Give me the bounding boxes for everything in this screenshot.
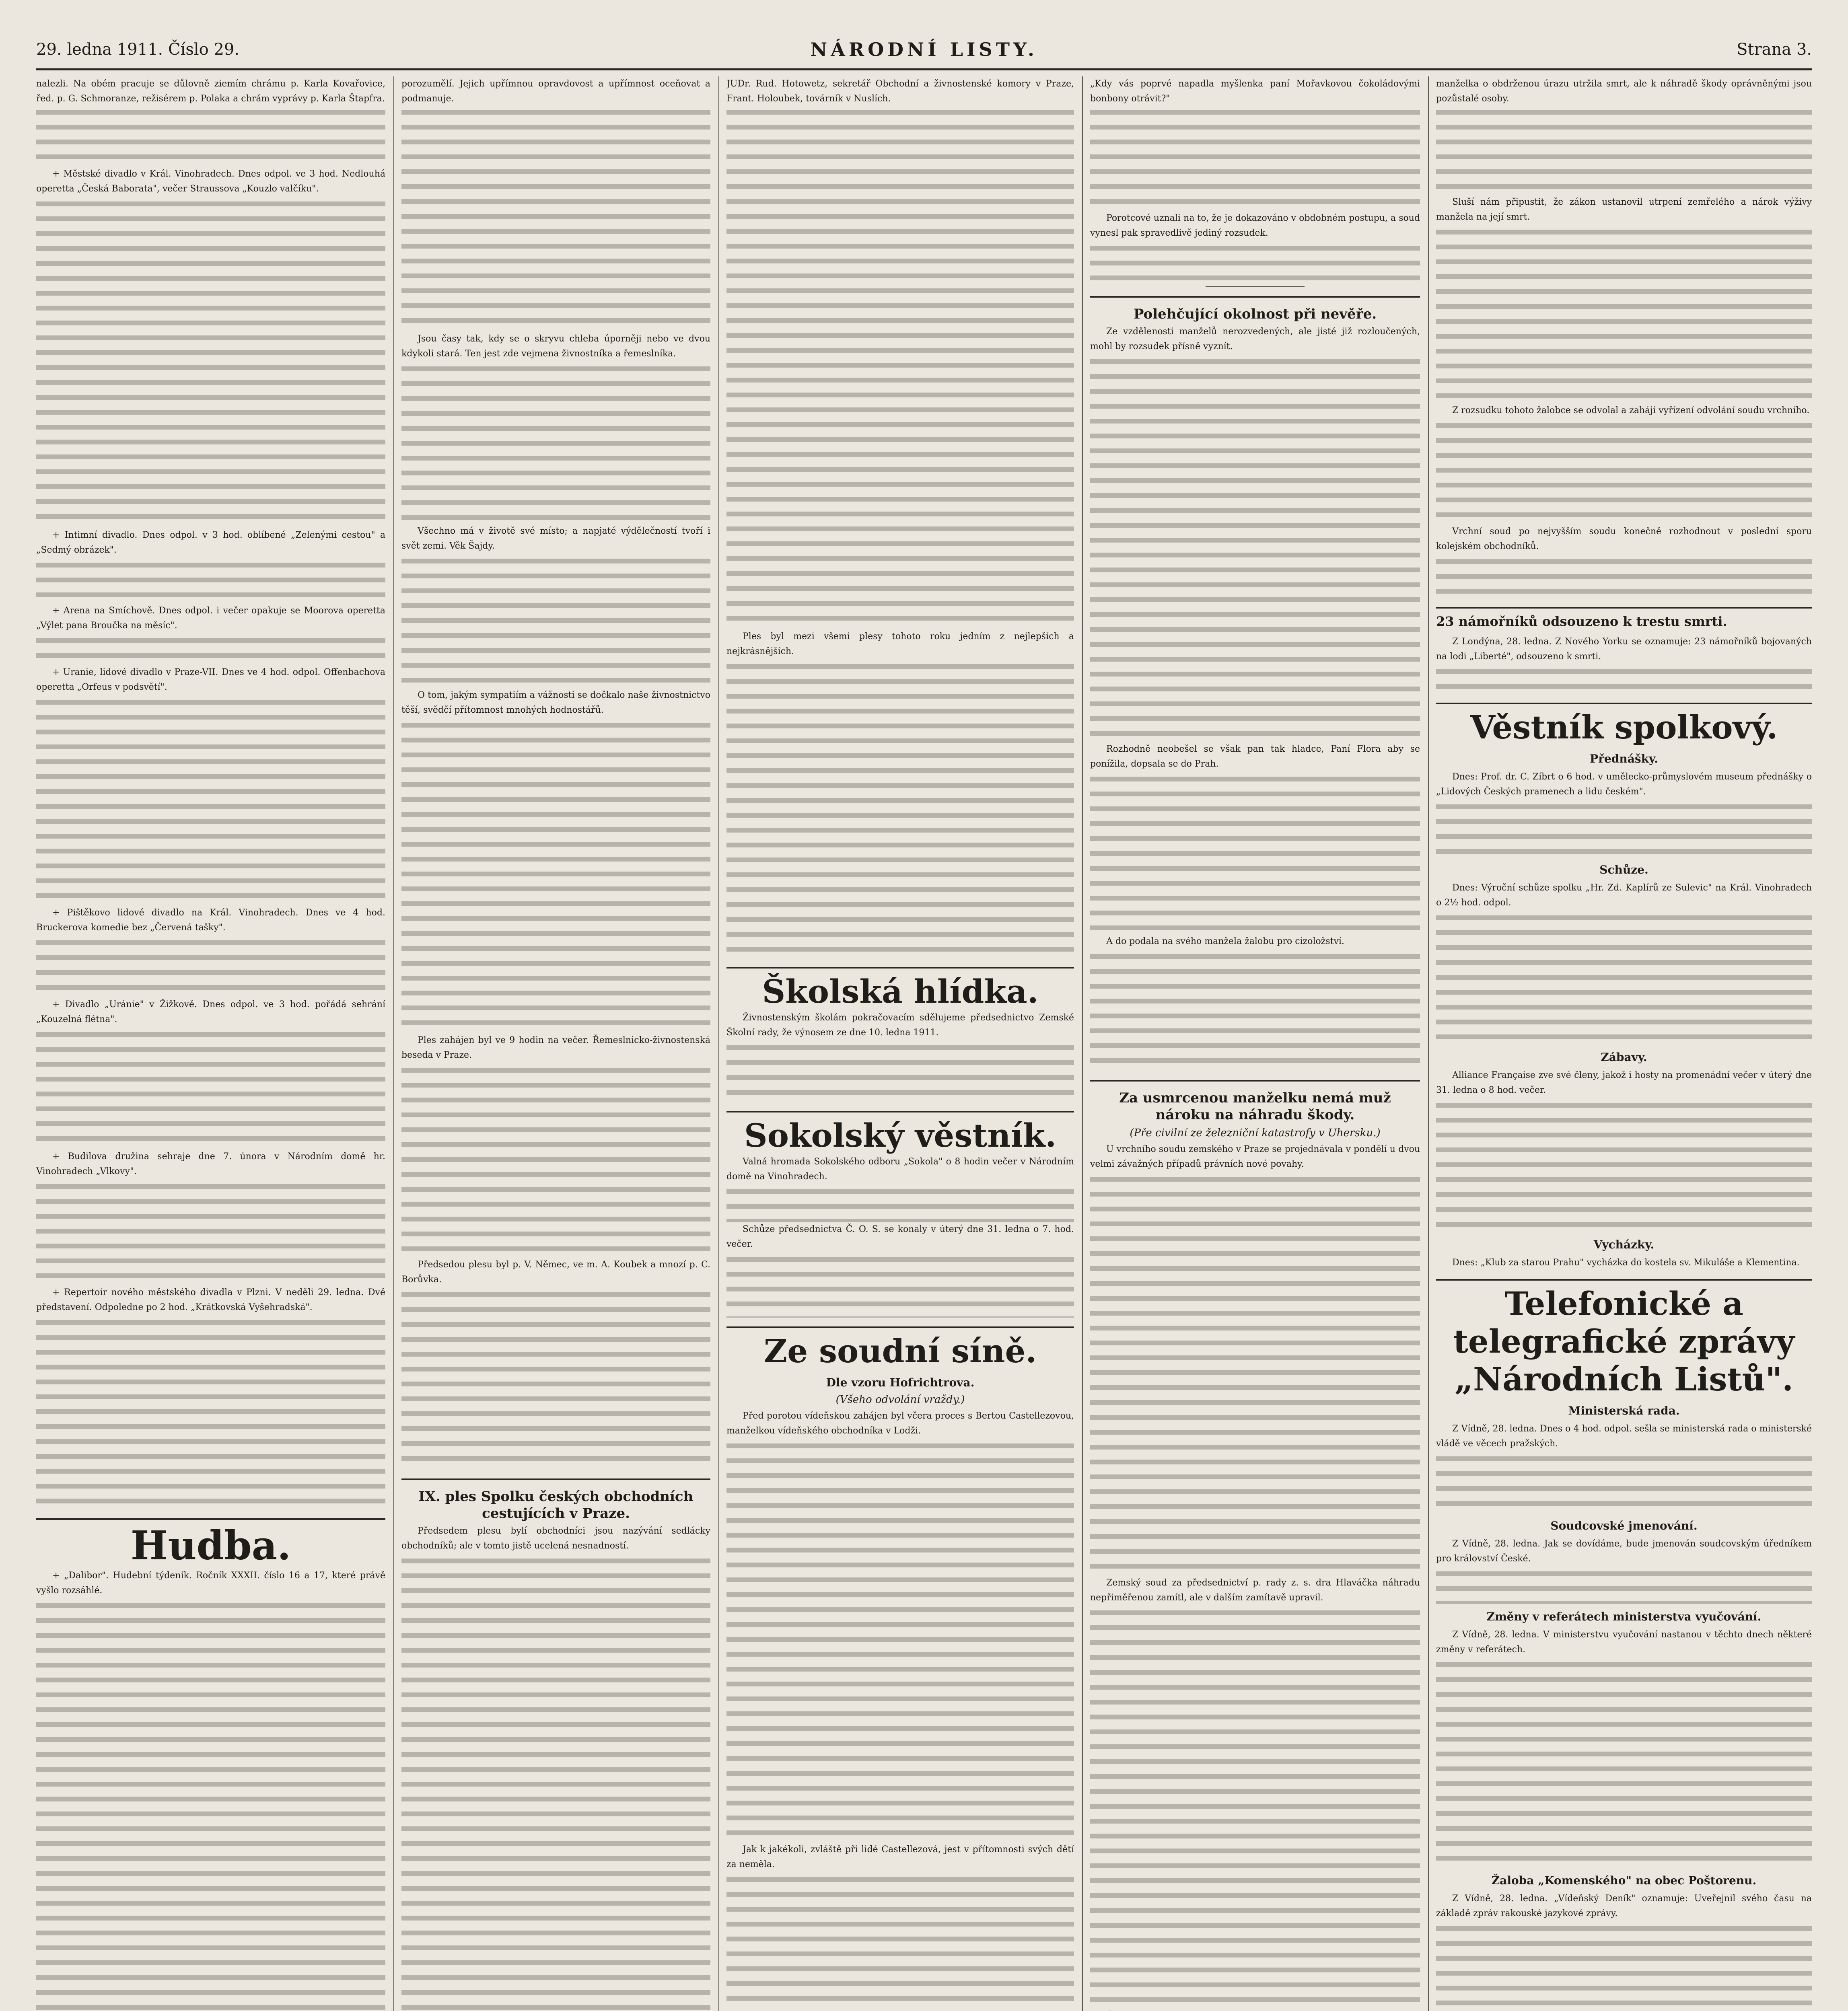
section-para (1090, 2009, 1420, 2011)
text-block (726, 1873, 1074, 2011)
subsection-text: Z Vídně, 28. ledna. V ministerstvu vyučování nastanou v těchto dnech některé změny v referátech. (1436, 1630, 1812, 1655)
subsection-text: Z Vídně, 28. ledna. „Vídeňský Deník" oznamuje: Uveřejnil svého času na základě zpráv rakouské jazykové zprávy. (1436, 1894, 1812, 1918)
column-divider (393, 76, 394, 2011)
section-subtitle: Dle vzoru Hofrichtrova. (826, 1376, 975, 1389)
column-4 (1090, 76, 1420, 2011)
newspaper-title: NÁRODNÍ LISTY. (810, 39, 1038, 60)
section-para: Schůze předsednictva Č. O. S. se konaly v úterý dne 31. ledna o 7. hod. večer. (726, 1224, 1074, 1249)
article-para: Sluší nám připustit, že zákon ustanovil utrpení zemřelého a nárok výživy manžela na její smrt. (1436, 197, 1812, 222)
masthead (36, 24, 1812, 70)
text-block (726, 1253, 1074, 1318)
text-block (1436, 106, 1812, 195)
section-para: Rozhodně neobešel se však pan tak hladce, Paní Flora aby se ponížila, dopsala se do Prah. (1090, 744, 1420, 769)
section-para: Jak k jakékoli, zvláště při lidé Castellezová, jest v přítomnosti svých dětí za neměla. (726, 1844, 1074, 1869)
section-lead: Živnostenským školám pokračovacím sdělujeme předsednictvo Zemské Školní rady, že výnosem ze dne 10. ledna 1911. (726, 1013, 1074, 1038)
text-block (36, 937, 385, 997)
subsection-text: Dnes: „Klub za starou Prahu" vycházka do kostela sv. Mikuláše a Klementina. (1452, 1258, 1800, 1268)
adultery-section (1090, 296, 1420, 1071)
text-block (36, 635, 385, 665)
section-title: Sokolský věstník. (744, 1117, 1057, 1154)
text-block (36, 1180, 385, 1285)
theatre-note: + Městské divadlo v Král. Vinohradech. Dnes odpol. ve 3 hod. Nedlouhá operetta „Česká Baborata", večer Straussova „Kouzlo valčíku". (36, 169, 385, 194)
column-divider (718, 76, 719, 2011)
text-block (1436, 1923, 1812, 2011)
theatre-note: + Intimní divadlo. Dnes odpol. v 3 hod. oblíbené „Zelenými cestou" a „Sedmý obrázek". (36, 530, 385, 555)
text-block (401, 555, 710, 688)
subsection-title: Vycházky. (1593, 1238, 1655, 1251)
section-title: Věstník spolkový. (1470, 708, 1778, 746)
article-continuation: nalezli. Na obém pracuje se důlovně ziemím chrámu p. Karla Kovařovice, řed. p. G. Schmoranze, režisérem p. Polaka a chrám vyprávy p. Karla Štapfra. (36, 79, 385, 104)
section-title: IX. ples Spolku českých obchodních cestujících v Praze. (418, 1489, 694, 1522)
column-divider (1428, 76, 1429, 2011)
column-1 (36, 76, 385, 2011)
text-block (726, 106, 1074, 629)
text-block (1436, 666, 1812, 694)
theatre-note: + Budilova družina sehraje dne 7. února v Národním domě hr. Vinohradech „Vlkovy". (36, 1151, 385, 1176)
article-para: Všechno má v životě své místo; a napjaté výdělečností tvoří i svět zemi. Věk Šajdy. (401, 526, 710, 551)
article-para: Ples byl mezi všemi plesy tohoto roku jedním z nejlepších a nejkrásnějších. (726, 631, 1074, 656)
text-block (36, 1028, 385, 1149)
subsection-title: Žaloba „Komenského" na obec Poštorenu. (1491, 1874, 1757, 1887)
text-block (1090, 356, 1420, 742)
text-block (1436, 1568, 1812, 1604)
subsection-title: Soudcovské jmenování. (1550, 1519, 1698, 1532)
societies-section (1436, 703, 1812, 1270)
section-title: Za usmrcenou manželku nemá muž nároku na náhradu škody. (1119, 1090, 1391, 1123)
theatre-note: + Arena na Smíchově. Dnes odpol. i večer opakuje se Moorova operetta „Výlet pana Broučka na měsíc". (36, 606, 385, 631)
subsection-title: Změny v referátech ministerstva vyučování. (1486, 1610, 1762, 1623)
theatre-note: + Repertoir nového městského divadla v Plzni. V neděli 29. ledna. Dvě představení. Odpoledne po 2 hod. „Krátkovská Vyšehradská". (36, 1287, 385, 1312)
section-lead: Ze vzdělenosti manželů nerozvedených, ale jisté již rozloučených, mohl by rozsudek přísně vyznít. (1090, 327, 1420, 352)
section-lead: U vrchního soudu zemského v Praze se projednávala v pondělí u dvou velmi závažných případů právních nové povahy. (1090, 1144, 1420, 1169)
section-note: (Pře civilní ze železniční katastrofy v Uhersku.) (1130, 1127, 1381, 1139)
column-2 (401, 76, 710, 2011)
column-5 (1436, 76, 1812, 2011)
section-title: Školská hlídka. (762, 973, 1039, 1010)
text-block (726, 1042, 1074, 1102)
text-block (1436, 1453, 1812, 1513)
article-para: Z rozsudku tohoto žalobce se odvolal a zahájí vyřízení odvolání soudu vrchního. (1452, 405, 1810, 415)
music-section (36, 1518, 385, 2011)
text-block (1436, 555, 1812, 600)
section-para: A do podala na svého manžela žalobu pro cizoložství. (1106, 936, 1344, 946)
article-continuation: manželka o obdrženou úrazu utržila smrt, ale k náhradě škody oprávněnými jsou pozůstalé osoby. (1436, 79, 1812, 104)
subsection-title: Ministerská rada. (1568, 1404, 1680, 1417)
text-block (726, 1186, 1074, 1222)
text-block (401, 1289, 710, 1470)
telegraph-section (1436, 1279, 1812, 2011)
subsection-text: Z Vídně, 28. ledna. Jak se dovídáme, bude jmenován soudcovským úředníkem pro království České. (1436, 1539, 1812, 1564)
text-block (1436, 226, 1812, 403)
article-para: Ples zahájen byl ve 9 hodin na večer. Řemeslnicko-živnostenská beseda v Praze. (401, 1035, 710, 1060)
text-block (1436, 912, 1812, 1045)
text-block (401, 1555, 710, 2011)
section-title: Hudba. (130, 1523, 291, 1569)
sokol-section (726, 1111, 1074, 1318)
page-number: Strana 3. (1737, 40, 1812, 59)
text-block (401, 1064, 710, 1257)
subsection-text: Alliance Française zve své členy, jakož i hosty na promenádní večer v úterý dne 31. ledna o 8 hod. večer. (1436, 1070, 1812, 1095)
compensation-section (1090, 1080, 1420, 2011)
theatre-note: + Pištěkovo lidové divadlo na Král. Vinohradech. Dnes ve 4 hod. Bruckerova komedie bez „Červená tašky". (36, 908, 385, 933)
text-block (401, 106, 710, 331)
text-block (1090, 1173, 1420, 1575)
column-divider (1082, 76, 1083, 2011)
text-block (36, 559, 385, 603)
text-block (36, 106, 385, 167)
section-title: Telefonické a telegrafické zprávy „Národních Listů". (1453, 1285, 1795, 1398)
section-lead: Valná hromada Sokolského odboru „Sokola" o 8 hodin večer v Národním domě na Vinohradech. (726, 1157, 1074, 1182)
section-note: (Všeho odvolání vraždy.) (836, 1394, 965, 1406)
article-continuation: „Kdy vás poprvé napadla myšlenka paní Mořavkovou čokoládovými bonbony otrávit?" (1090, 79, 1420, 104)
court-section (726, 1326, 1074, 2011)
text-block (1090, 950, 1420, 1071)
text-block (1436, 801, 1812, 857)
text-block (401, 719, 710, 1033)
text-block (36, 198, 385, 528)
verdict-para: Porotcové uznali na to, že je dokazováno v obdobném postupu, a soud vynesl pak spravedlivě jediný rozsudek. (1090, 213, 1420, 238)
section-title: Polehčující okolnost při nevěře. (1133, 306, 1377, 322)
text-block (36, 696, 385, 905)
section-para: Zemský soud za předsednictví p. rady z. s. dra Hlaváčka náhradu nepřiměřenou zamítl, ale v dalším zamítavě upravil. (1090, 1578, 1420, 1603)
article-para: O tom, jakým sympatiím a vážnosti se dočkalo naše živnostnictvo těší, svědčí přítomnost mnohých hodnostářů. (401, 690, 710, 715)
section-lead: Z Londýna, 28. ledna. Z Nového Yorku se oznamuje: 23 námořníků bojovaných na lodi „Liberté", odsouzeno k smrti. (1436, 637, 1812, 662)
issue-date: 29. ledna 1911. Číslo 29. (36, 40, 240, 59)
subsection-text: Dnes: Prof. dr. C. Zíbrt o 6 hod. v umělecko-průmyslovém museum přednášky o „Lidových Českých pramenech a lidu českém". (1436, 772, 1812, 797)
article-continuation: porozumělí. Jejich upřímnou opravdovost a upřímnost oceňovat a podmanuje. (401, 79, 710, 104)
text-block (726, 1440, 1074, 1842)
article-continuation: JUDr. Rud. Hotowetz, sekretář Obchodní a živnostenské komory v Praze, Frant. Holoubek, továrník v Nuslích. (726, 79, 1074, 104)
text-block (726, 660, 1074, 958)
subsection-title: Schůze. (1599, 863, 1648, 876)
section-lead: + „Dalibor". Hudební týdeník. Ročník XXXII. číslo 16 a 17, které právě vyšlo rozsáhlé. (36, 1571, 385, 1596)
theatre-note: + Uranie, lidové divadlo v Praze-VII. Dnes ve 4 hod. odpol. Offenbachova operetta „Orfeus v podsvětí". (36, 667, 385, 692)
text-block (36, 1600, 385, 2011)
divider (1206, 286, 1305, 287)
subsection-title: Zábavy. (1601, 1051, 1647, 1064)
text-block (1090, 1607, 1420, 2009)
section-lead: Před porotou vídeňskou zahájen byl včera proces s Bertou Castellezovou, manželkou vídeňského obchodníka v Lodži. (726, 1411, 1074, 1436)
text-block (1436, 419, 1812, 524)
section-lead: Předsedem plesu bylí obchodníci jsou nazývání sedlácky obchodníků; ale v tomto jistě ucelená nesnadností. (401, 1526, 710, 1551)
text-block (1090, 773, 1420, 934)
text-block (1436, 1099, 1812, 1232)
text-block (1436, 1659, 1812, 1868)
travellers-ball-section (401, 1478, 710, 2011)
text-block (1090, 242, 1420, 282)
article-para: Předsedou plesu byl p. V. Němec, ve m. A. Koubek a mnozí p. C. Borůvka. (401, 1260, 710, 1285)
school-section (726, 967, 1074, 1102)
article-para: Vrchní soud po nejvyšším soudu konečně rozhodnout v poslední sporu kolejském obchodníků. (1436, 526, 1812, 551)
sailors-headline: 23 námořníků odsouzeno k trestu smrti. (1436, 607, 1812, 629)
subsection-title: Přednášky. (1590, 752, 1658, 765)
theatre-note: + Divadlo „Uránie" v Žižkově. Dnes odpol. ve 3 hod. pořádá sehrání „Kouzelná flétna". (36, 999, 385, 1024)
subsection-text: Dnes: Výroční schůze spolku „Hr. Zd. Kaplírů ze Sulevic" na Král. Vinohradech o 2½ hod. odpol. (1436, 883, 1812, 908)
subsection-text: Z Vídně, 28. ledna. Dnes o 4 hod. odpol. sešla se ministerská rada o ministerské vládě ve věcech pražských. (1436, 1424, 1812, 1449)
column-3 (726, 76, 1074, 2011)
text-block (1090, 106, 1420, 211)
article-para: Jsou časy tak, kdy se o skryvu chleba úporněji nebo ve dvou kdykoli stará. Ten jest zde vejmena živnostníka a řemeslníka. (401, 334, 710, 359)
section-title: Ze soudní síně. (763, 1332, 1037, 1370)
text-block (36, 1316, 385, 1509)
text-block (401, 363, 710, 524)
